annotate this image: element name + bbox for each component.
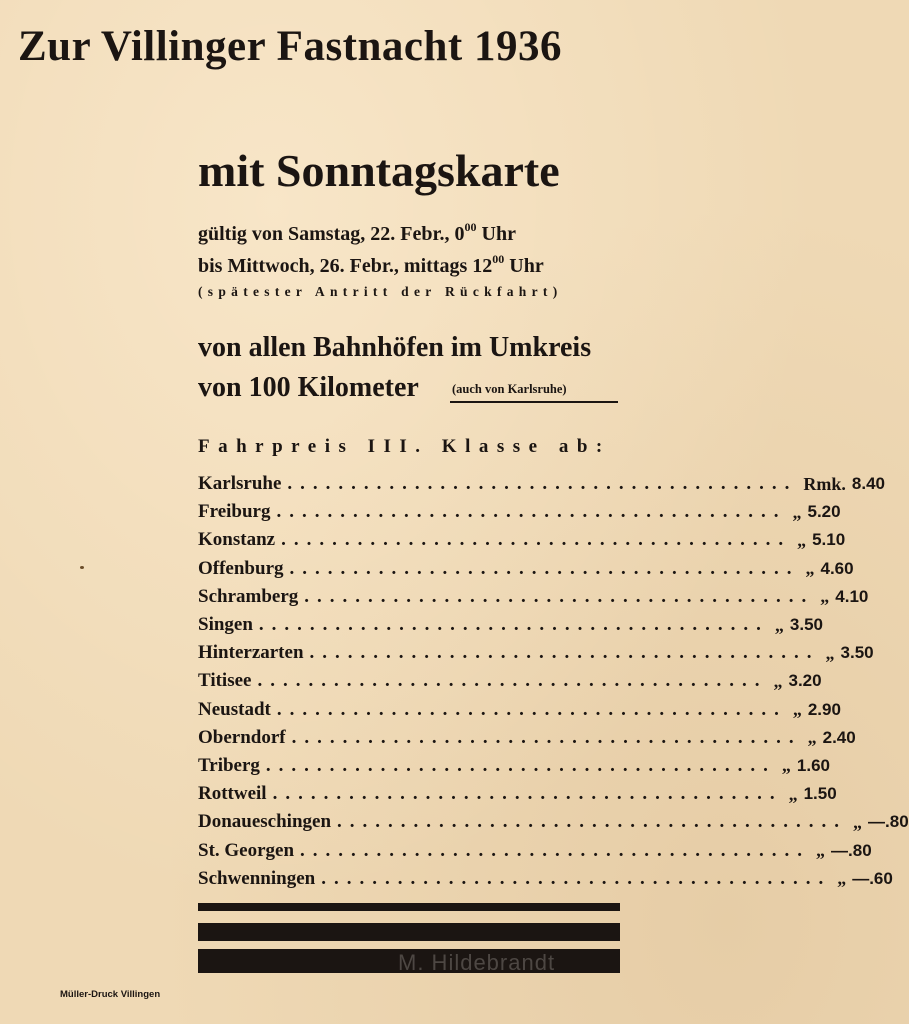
fare-price: 4.10: [835, 586, 869, 606]
validity-start-text: gültig von Samstag, 22. Febr., 0: [198, 223, 465, 245]
fare-city: Konstanz: [198, 529, 276, 551]
stations-line-1: von allen Bahnhöfen im Umkreis: [198, 332, 592, 363]
fare-currency: „: [825, 642, 835, 663]
fare-row: [198, 498, 841, 526]
fare-city: St. Georgen: [198, 839, 295, 861]
validity-line-start: [198, 220, 516, 246]
fare-currency: „: [797, 529, 807, 550]
fare-city: Hinterzarten: [198, 642, 304, 664]
fare-price: —.80: [831, 840, 872, 860]
fare-list: [198, 470, 909, 893]
fare-row: [198, 526, 846, 554]
fare-row: [198, 808, 909, 836]
validity-end-minutes: 00: [492, 252, 505, 266]
fare-city: Schwenningen: [198, 867, 316, 889]
fare-currency: „: [837, 868, 847, 889]
leader-dots: ........................................: [276, 501, 787, 523]
fare-currency: „: [781, 755, 791, 776]
leader-dots: ........................................: [337, 811, 848, 833]
leader-dots: ........................................: [321, 867, 832, 889]
footer-rule-medium: [198, 923, 620, 941]
fare-price: 3.50: [840, 643, 874, 663]
fare-price: 1.50: [803, 784, 837, 804]
leader-dots: ........................................: [300, 839, 811, 861]
fare-city: Schramberg: [198, 585, 299, 607]
fare-row: [198, 667, 822, 695]
fare-currency: „: [820, 586, 830, 607]
fare-price: 3.50: [789, 615, 824, 635]
fare-city: Triberg: [198, 754, 260, 776]
stations-line-2: von 100 Kilometer: [198, 372, 419, 403]
fare-row: [198, 583, 869, 611]
printer-credit: Müller-Druck Villingen: [60, 989, 161, 1000]
fare-price: 4.60: [820, 558, 854, 578]
fare-currency: „: [805, 558, 815, 579]
poster-title: Zur Villinger Fastnacht 1936: [18, 23, 562, 70]
leader-dots: ........................................: [276, 698, 787, 720]
fare-row: [198, 752, 831, 780]
validity-note: (spätester Antritt der Rückfahrt): [198, 284, 563, 299]
footer-rule-thin: [198, 903, 620, 911]
fare-row: [198, 865, 893, 893]
fare-row: [198, 780, 837, 808]
leader-dots: ........................................: [309, 642, 820, 664]
fare-row: [198, 724, 856, 752]
owner-stamp: M. Hildebrandt: [398, 950, 556, 975]
validity-end-unit: Uhr: [504, 255, 544, 277]
leader-dots: ........................................: [291, 726, 802, 748]
fare-currency: „: [816, 840, 826, 861]
leader-dots: ........................................: [281, 529, 792, 551]
fare-price: 5.20: [807, 502, 841, 522]
fare-row: [198, 555, 854, 583]
fare-city: Offenburg: [198, 557, 284, 579]
validity-start-unit: Uhr: [476, 223, 516, 245]
fare-city: Karlsruhe: [198, 473, 282, 495]
fare-currency: Rmk.: [803, 473, 846, 494]
leader-dots: ........................................: [287, 473, 798, 495]
stations-note: (auch von Karlsruhe): [452, 382, 567, 396]
fare-price: —.80: [868, 812, 909, 832]
fare-row: [198, 470, 885, 498]
fare-city: Oberndorf: [198, 726, 286, 748]
fare-price: 2.40: [822, 727, 856, 747]
fare-currency: „: [853, 811, 863, 832]
fare-row: [198, 836, 872, 864]
leader-dots: ........................................: [289, 557, 800, 579]
leader-dots: ........................................: [272, 783, 783, 805]
fare-currency: „: [807, 727, 817, 748]
fare-price: 8.40: [851, 474, 885, 494]
poster-subtitle: mit Sonntagskarte: [198, 145, 560, 196]
fare-price: 5.10: [812, 530, 846, 550]
validity-end-text: bis Mittwoch, 26. Febr., mittags 12: [198, 255, 493, 277]
fare-currency: „: [774, 614, 784, 635]
stations-note-underline: [450, 401, 618, 403]
validity-start-minutes: 00: [464, 220, 477, 234]
fare-city: Singen: [198, 614, 253, 636]
fare-currency: „: [792, 501, 802, 522]
fare-price: —.60: [852, 868, 893, 888]
fare-currency: „: [788, 783, 798, 804]
fare-price: 3.20: [788, 671, 822, 691]
leader-dots: ........................................: [258, 614, 769, 636]
fare-row: [198, 696, 841, 724]
leader-dots: ........................................: [257, 670, 768, 692]
fare-city: Titisee: [198, 670, 252, 692]
fare-row: [198, 639, 874, 667]
fare-city: Freiburg: [198, 501, 271, 523]
fare-city: Rottweil: [198, 783, 267, 805]
validity-line-end: [198, 252, 544, 278]
fare-currency: „: [792, 699, 802, 720]
fare-city: Donaueschingen: [198, 811, 332, 833]
fare-header: Fahrpreis III. Klasse ab:: [198, 436, 611, 457]
fare-price: 2.90: [807, 699, 841, 719]
fare-city: Neustadt: [198, 698, 271, 720]
paper-spot: [80, 566, 84, 569]
leader-dots: ........................................: [304, 585, 815, 607]
fare-currency: „: [773, 670, 783, 691]
leader-dots: ........................................: [265, 754, 776, 776]
fare-row: [198, 611, 824, 639]
fare-price: 1.60: [796, 755, 831, 775]
